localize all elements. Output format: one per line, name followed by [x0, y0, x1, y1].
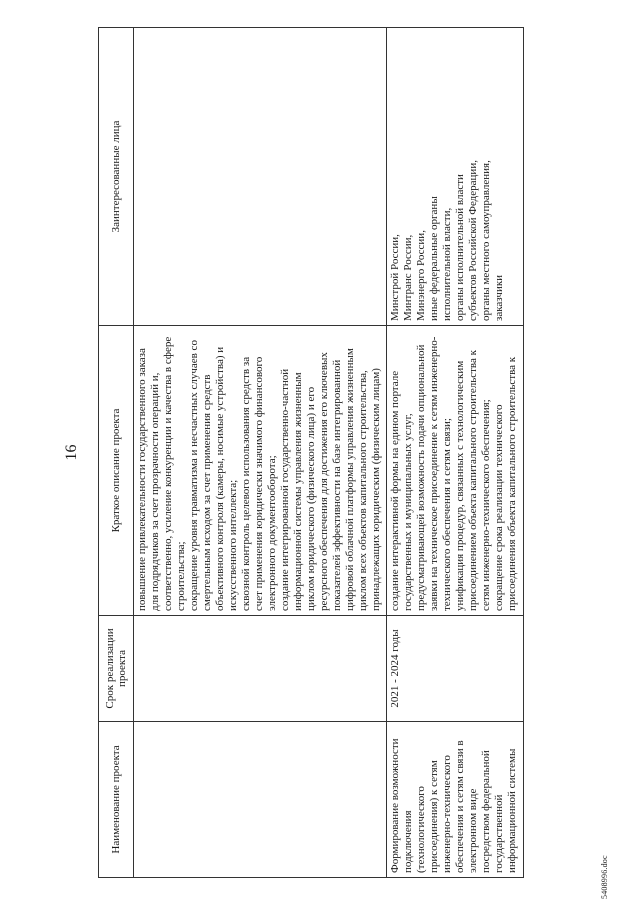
text-line: Минтранс России, — [402, 234, 414, 321]
text-line: искусственного интеллекта; — [227, 479, 239, 611]
text-line: присоединением объекта капитального строительства к — [467, 350, 479, 611]
text-line: государственной — [493, 794, 505, 873]
table-row — [387, 28, 524, 878]
text-line: информационной системы управления жизненным — [292, 372, 304, 611]
text-line: обеспечения и сетям связи в — [454, 740, 466, 873]
text-line: циклом юридического (физического лица) и его — [305, 386, 317, 611]
header-description: Краткое описание проекта — [99, 326, 134, 616]
text-line: органы исполнительной власти — [454, 174, 466, 321]
text-line: сетям инженерно-технического обеспечения; — [480, 399, 492, 611]
cell-empty — [134, 722, 387, 878]
text-line: повышение привлекательности государственного заказа — [136, 348, 148, 611]
text-line: унификация процедур, связанных с технологическим — [454, 360, 466, 611]
project-name-lines — [389, 726, 519, 873]
text-line: заказчики — [493, 274, 505, 321]
text-line: циклом всех объектов капитального строительства, — [357, 370, 369, 611]
text-line: иные федеральные органы — [428, 196, 440, 321]
cell-description — [387, 326, 524, 616]
text-line: счет применения юридически значимого финансового — [253, 356, 265, 611]
text-line: создание интегрированной государственно-частной — [279, 368, 291, 611]
text-line: создание интерактивной формы на едином портале — [389, 370, 401, 611]
text-line: показателей эффективности на базе интегрированной — [331, 359, 343, 611]
stakeholders-lines — [389, 32, 506, 321]
text-line: Минэнерго России, — [415, 230, 427, 321]
text-line: присоединения) к сетям — [428, 760, 440, 873]
cell-term: 2021 - 2024 годы — [387, 616, 524, 722]
cell-project-name — [387, 722, 524, 878]
projects-table — [98, 27, 524, 878]
text-line: присоединения объекта капитального строительства к — [506, 356, 518, 611]
cell-stakeholders — [387, 28, 524, 326]
text-line: Формирование возможности — [389, 738, 401, 873]
text-line: электронном виде — [467, 788, 479, 873]
text-line: объективного контроля (камеры, носимые устройства) и — [214, 346, 226, 611]
text-line: технического обеспечения и сетям связи; — [441, 418, 453, 611]
text-line: органы местного самоуправления, — [480, 160, 492, 321]
text-line: соответственно, усиление конкуренции и качества в сфере — [162, 336, 174, 611]
text-line: смертельным исходом за счет применения средств — [201, 374, 213, 611]
table-row — [134, 28, 387, 878]
cell-empty — [134, 616, 387, 722]
text-line: заявки на техническое присоединение к сетям инженерно- — [428, 336, 440, 611]
text-line: для подрядчиков за счет прозрачности операций и, — [149, 372, 161, 611]
continued-description-lines — [136, 330, 383, 611]
text-line: сквозной контроль целевого использования средств за — [240, 356, 252, 611]
text-line: исполнительной власти, — [441, 207, 453, 321]
cell-empty — [134, 28, 387, 326]
text-line: (технологического — [415, 786, 427, 873]
header-project-name: Наименование проекта — [99, 722, 134, 878]
header-stakeholders: Заинтересованные лица — [99, 28, 134, 326]
header-term: Срок реализации проекта — [99, 616, 134, 722]
text-line: сокращение срока реализации технического — [493, 404, 505, 611]
text-line: ресурсного обеспечения для достижения его ключевых — [318, 352, 330, 611]
text-line: государственных и муниципальных услуг, — [402, 413, 414, 611]
text-line: сокращение уровня травматизма и несчастных случаев со — [188, 340, 200, 611]
cell-continued-description — [134, 326, 387, 616]
text-line: цифровой облачной платформы управления жизненным — [344, 348, 356, 611]
text-line: субъектов Российской Федерации, — [467, 160, 479, 321]
text-line: предусматривающей возможность подачи опциональной — [415, 344, 427, 611]
page-number: 16 — [63, 444, 80, 461]
project-description-lines — [389, 330, 519, 611]
text-line: посредством федеральной — [480, 750, 492, 873]
text-line: электронного документооборота; — [266, 455, 278, 611]
text-line: принадлежащих юридическим (физическим лицам) — [370, 368, 382, 611]
document-code: 5408996.doc — [600, 855, 609, 899]
text-line: информационной системы — [506, 748, 518, 873]
table-header-row — [99, 28, 134, 878]
text-line: подключения — [402, 810, 414, 873]
text-line: строительства; — [175, 541, 187, 611]
text-line: Минстрой России, — [389, 234, 401, 321]
text-line: инженерно-технического — [441, 755, 453, 873]
